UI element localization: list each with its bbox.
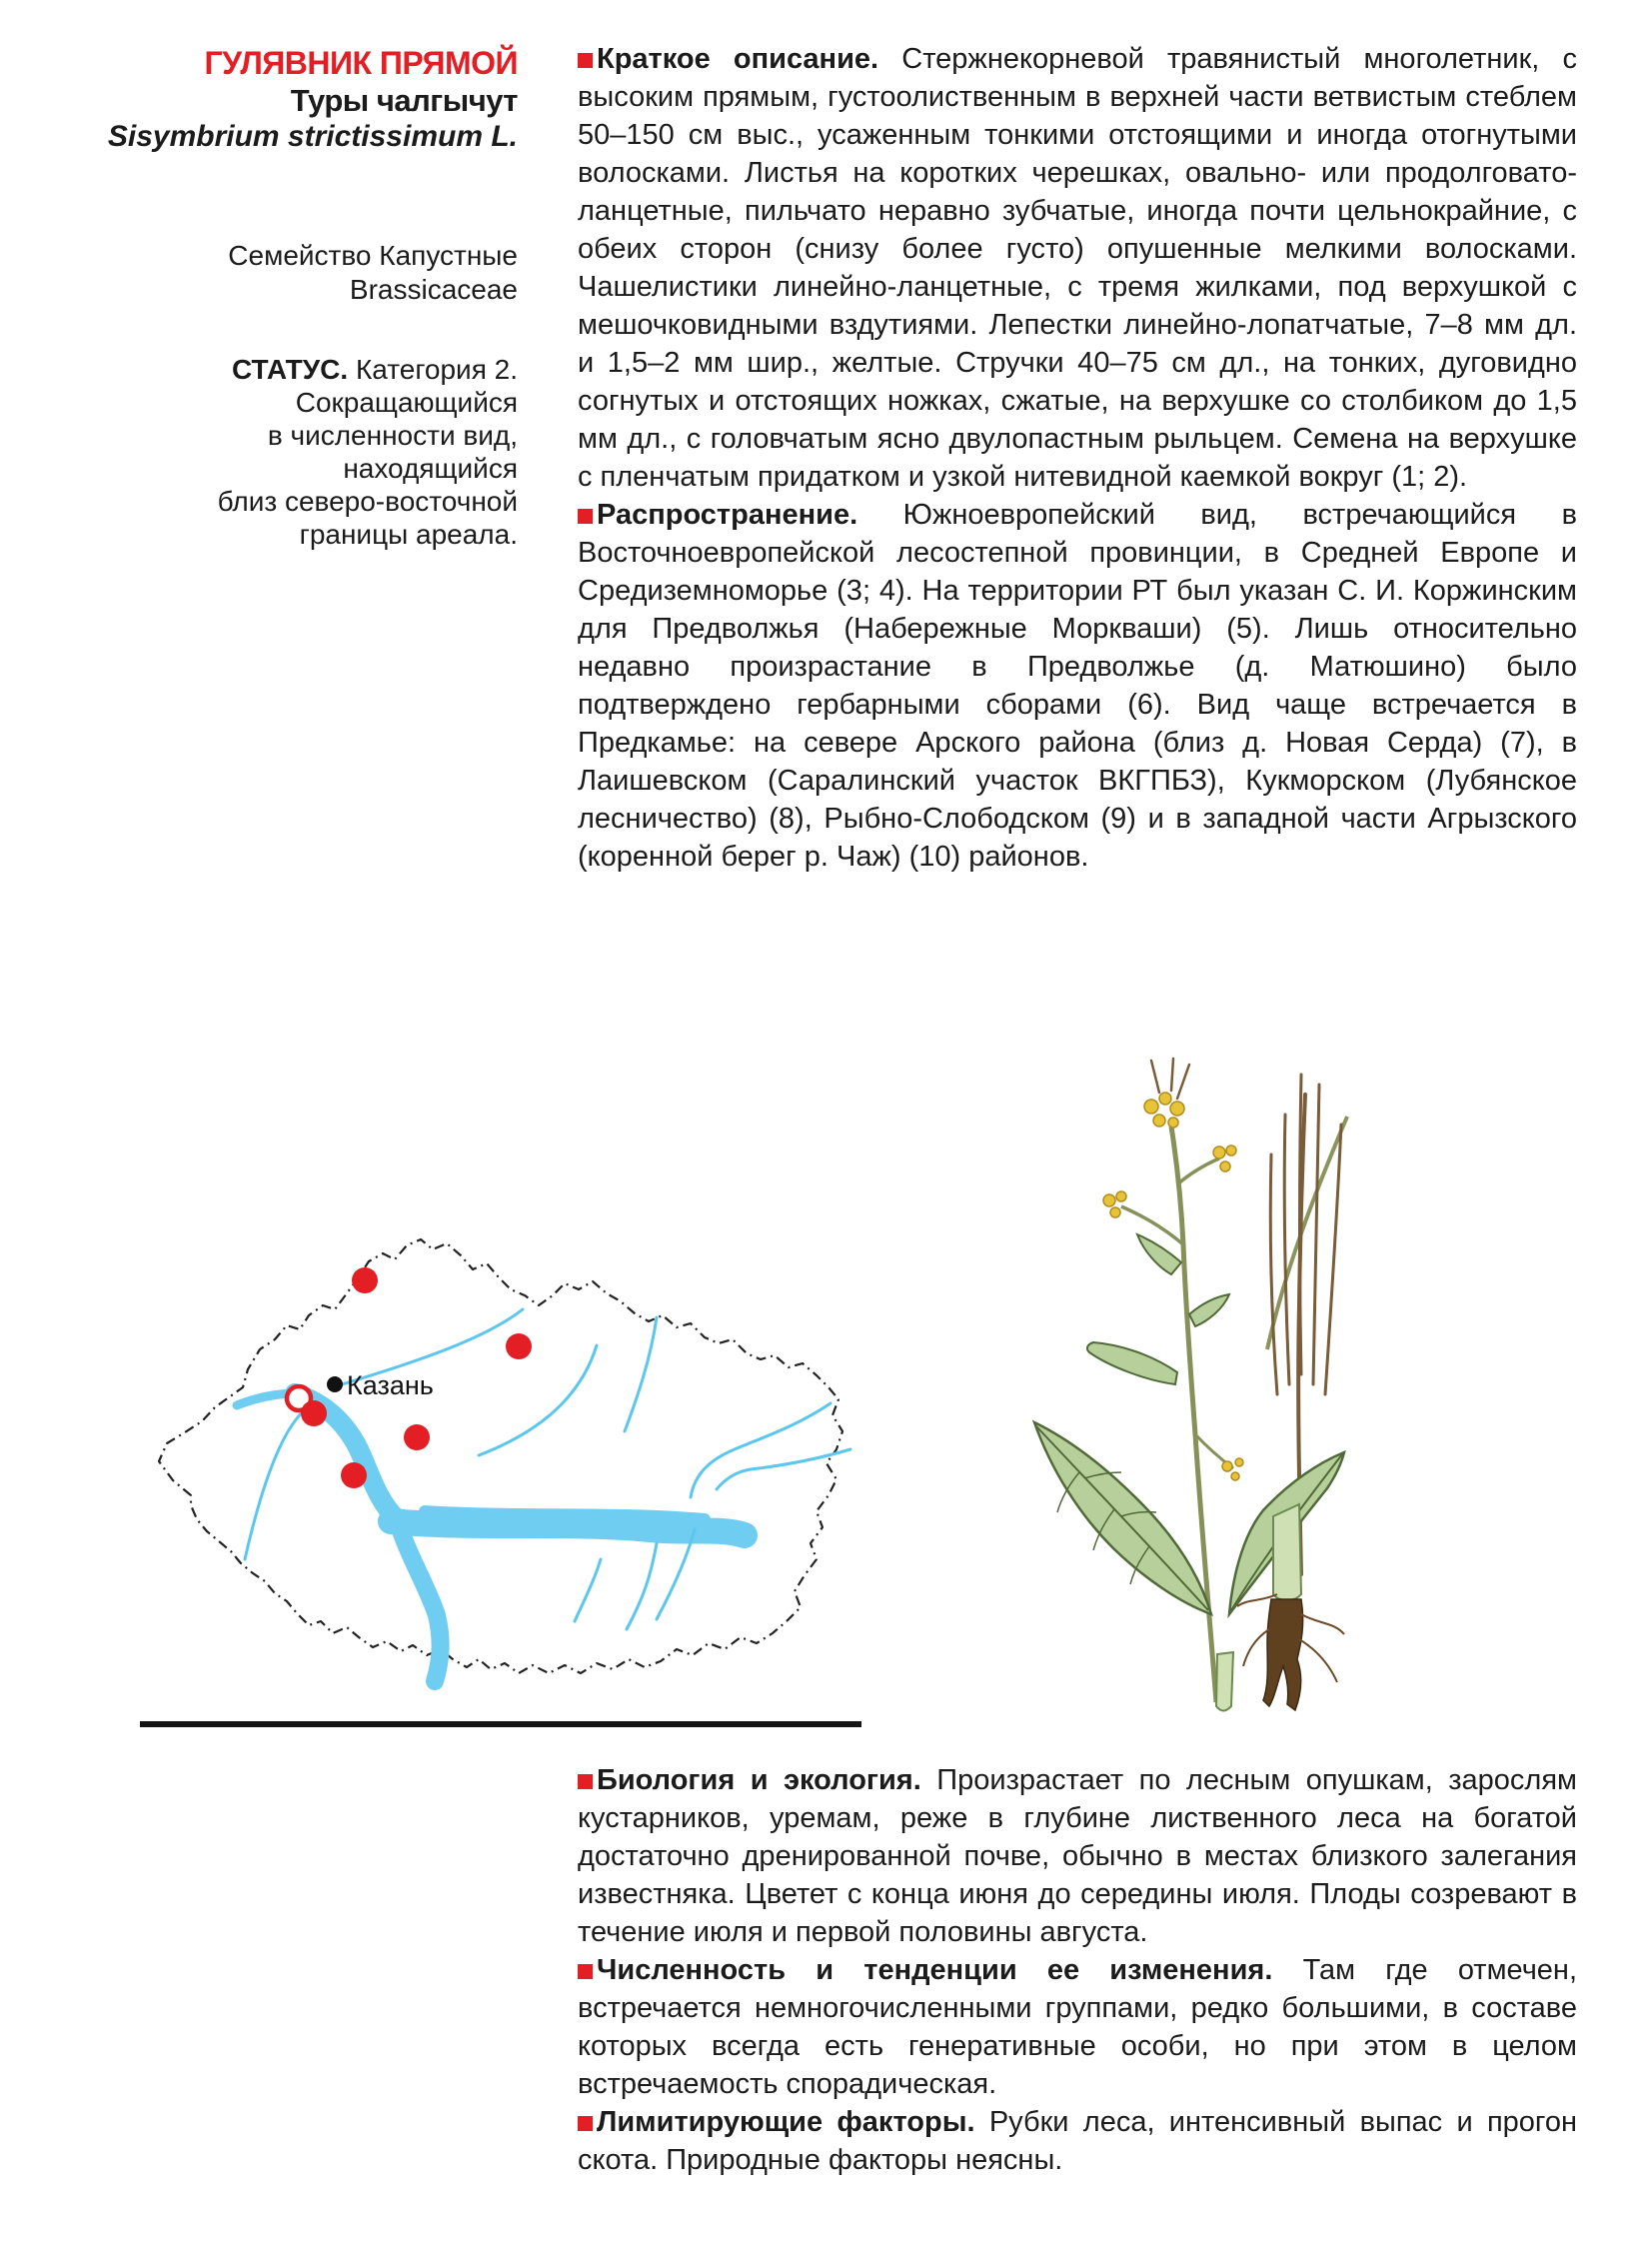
status-label: СТАТУС. — [231, 354, 349, 385]
occurrence-marker — [404, 1424, 430, 1450]
species-name-tatar: Туры чалгычут — [290, 83, 518, 118]
plant-illustration — [690, 1055, 1349, 1714]
occurrence-marker — [352, 1267, 378, 1293]
kazan-city-label: Казань — [347, 1370, 434, 1400]
plant-svg — [690, 1055, 1349, 1714]
section-heading: Краткое описание. — [597, 43, 879, 75]
status-line: Сокращающийся — [295, 387, 518, 418]
section-biology — [578, 1761, 1577, 1951]
section-body: Там где отмечен, встречается немногочисленными группами, редко большими, в составе которых всегда есть генеративные особи, но при этом в целом встречаемость спорадическая. — [578, 1954, 1578, 2100]
status-line: в численности вид, — [267, 420, 518, 451]
plant-stem-stub — [1216, 1652, 1233, 1711]
section-bullet-icon — [578, 509, 593, 524]
plant-branch — [1121, 1206, 1183, 1244]
family-russian: Семейство Капустные — [228, 240, 518, 271]
reservoir-water — [237, 1393, 745, 1681]
species-title-block — [40, 44, 518, 551]
section-divider-rule — [140, 1721, 861, 1727]
section-body: Произрастает по лесным опушкам, зарослям кустарников, уремам, реже в глубине лиственного леса на богатой достаточно дренированной почве, обычно в местах близкого залегания известняка. Цветет с конца июня до середины июля. Плоды созревают в течение июля и первой половины августа. — [578, 1764, 1577, 1948]
plant-branch — [1177, 1158, 1219, 1184]
status-category: Категория 2. — [355, 354, 518, 385]
section-limiting-factors — [578, 2103, 1577, 2179]
section-heading: Численность и тенденции ее изменения. — [597, 1954, 1273, 1986]
plant-top-pods — [1151, 1059, 1189, 1099]
occurrence-marker — [341, 1462, 367, 1488]
bottom-text-column — [578, 1761, 1577, 2179]
section-bullet-icon — [578, 2116, 593, 2131]
status-line: границы ареала. — [299, 519, 518, 550]
plant-stem-stub — [1273, 1504, 1301, 1600]
section-heading: Лимитирующие факторы. — [597, 2106, 975, 2138]
main-text-column — [578, 40, 1577, 876]
family-block — [40, 239, 518, 307]
section-abundance — [578, 1951, 1577, 2103]
section-bullet-icon — [578, 53, 593, 68]
section-body: Южноевропейский вид, встречающийся в Восточноевропейской лесостепной провинции, в Средней Европе и Средиземноморье (3; 4). На территории РТ был указан С. И. Коржинским для Предволжья (Набережные Моркваши) (5). Лишь относительно недавно произрастание в Предволжье (д. Матюшино) было подтверждено гербарными сборами (6). Вид чаще встречается в Предкамье: на севере Арского района (близ д. Новая Серда) (7), в Лаишевском (Саралинский участок ВКГПБЗ), Кукморском (Лубянское лесничество) (8), Рыбно-Слободском (9) и в западной части Агрызского (коренной берег р. Чаж) (10) районов. — [578, 499, 1577, 873]
status-line: находящийся — [343, 453, 518, 484]
section-body: Рубки леса, интенсивный выпас и прогон скота. Природные факторы неясны. — [578, 2106, 1577, 2176]
plant-small-leaves — [1087, 1234, 1229, 1384]
status-line: близ северо-восточной — [217, 486, 518, 517]
plant-stem — [1171, 1126, 1216, 1702]
section-bullet-icon — [578, 1774, 593, 1789]
family-latin: Brassicaceae — [349, 274, 518, 305]
plant-root — [1263, 1599, 1303, 1710]
occurrence-marker — [506, 1333, 532, 1359]
section-heading: Распространение. — [597, 499, 858, 531]
section-heading: Биология и экология. — [597, 1764, 921, 1796]
species-name-latin: Sisymbrium strictissimum L. — [107, 120, 518, 153]
section-description — [578, 40, 1577, 496]
status-block — [40, 353, 518, 551]
species-name-russian: ГУЛЯВНИК ПРЯМОЙ — [204, 45, 518, 81]
section-distribution — [578, 496, 1577, 876]
occurrence-marker — [301, 1400, 327, 1426]
section-body: Стержнекорневой травянистый многолетник, с высоким прямым, густоолиственным в верхней части ветвистым стеблем 50–150 см выс., усаженным тонкими отстоящими и иногда отогнутыми волосками. Листья на коротких черешках, овально- или продолговато-ланцетные, пильчато неравно зубчатые, иногда почти цельнокрайние, с обеих сторон (снизу более густо) опушенные мелкими волосками. Чашелистики линейно-ланцетные, с тремя жилками, под верхушкой с мешочковидными вздутиями. Лепестки линейно-лопатчатые, 7–8 мм дл. и 1,5–2 мм шир., желтые. Стручки 40–75 см дл., на тонких, дуговидно согнутых и отстоящих ножках, сжатые, на верхушке со столбиком до 1,5 мм дл., с головчатым ясно двулопастным рыльцем. Семена на верхушке с пленчатым придатком и узкой нитевидной каемкой вокруг (1; 2). — [578, 43, 1577, 493]
status-line — [40, 353, 518, 386]
section-bullet-icon — [578, 1964, 593, 1979]
plant-leaf-midrib — [1036, 1426, 1208, 1610]
kazan-city-dot — [327, 1376, 343, 1392]
